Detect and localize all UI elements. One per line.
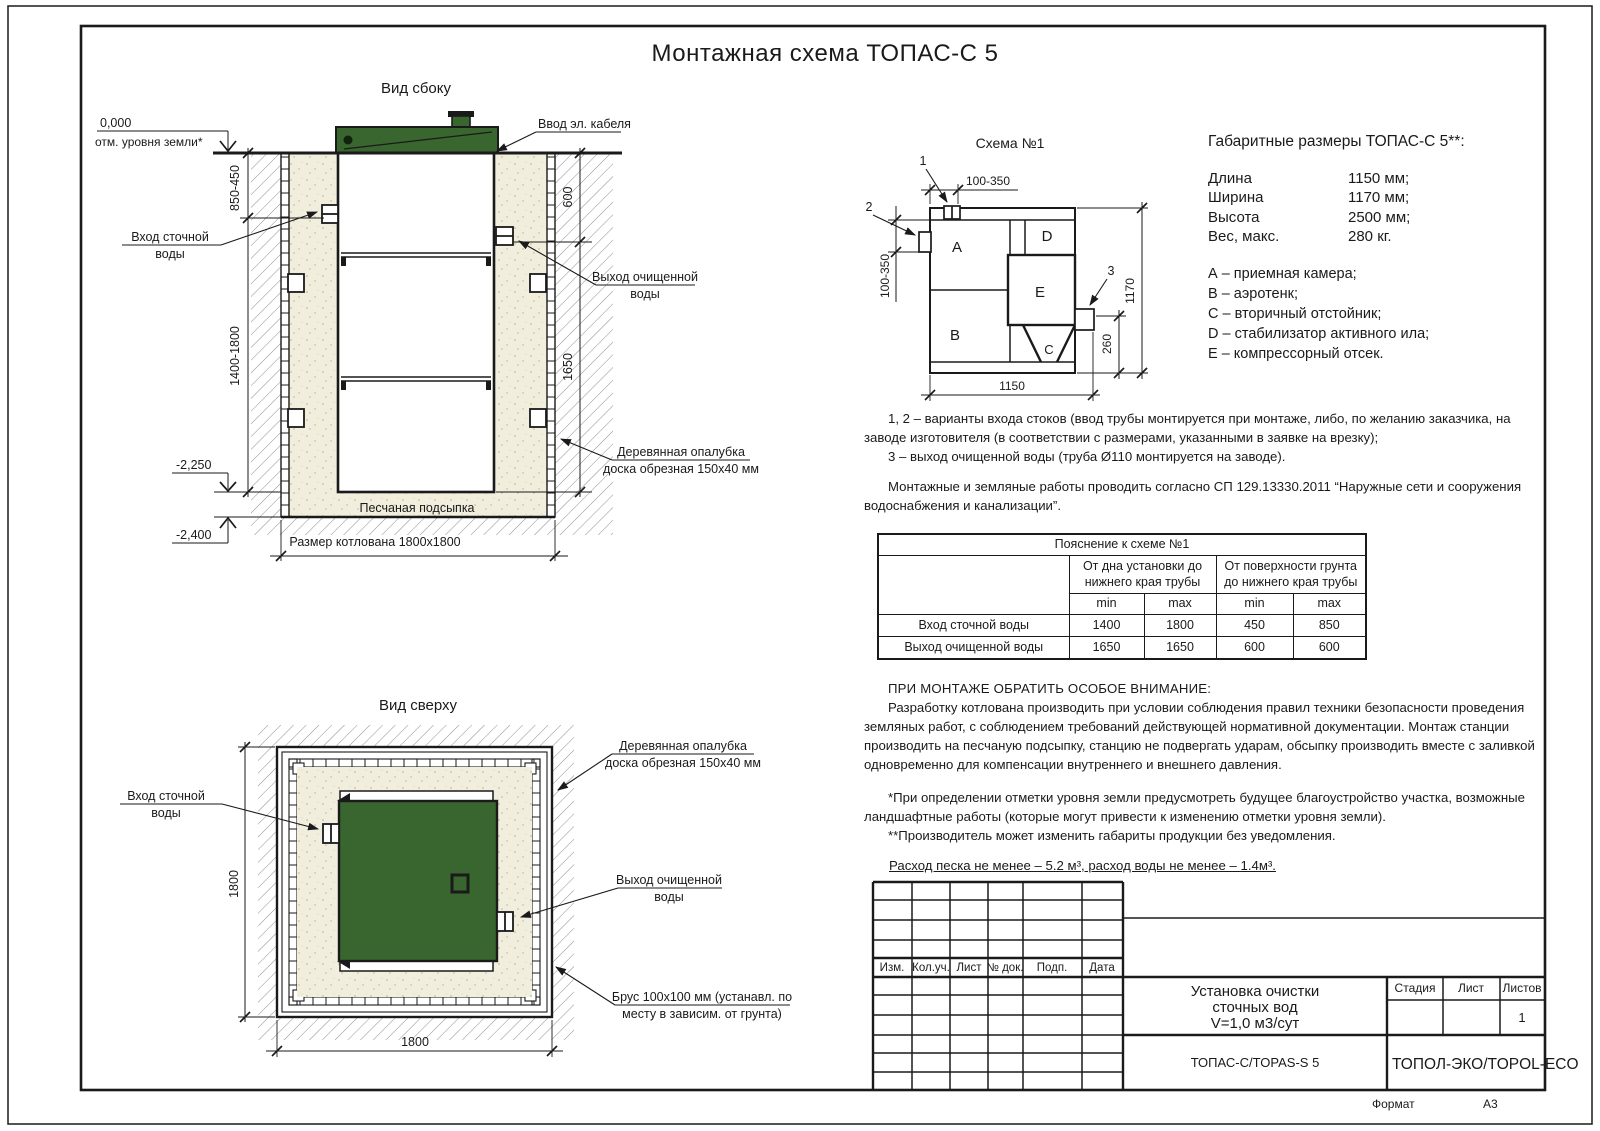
col-izm: Изм. bbox=[879, 962, 905, 974]
legend-item-a: А – приемная камера; bbox=[1208, 265, 1357, 282]
top-view-title: Вид сверху bbox=[378, 697, 458, 714]
dim-1650: 1650 bbox=[561, 353, 575, 381]
table-row: Вход сточной воды 1400 1800 450 850 bbox=[878, 615, 1366, 637]
top-unit bbox=[323, 791, 513, 971]
top-view bbox=[120, 697, 792, 1057]
svg-text:воды: воды bbox=[155, 247, 185, 261]
svg-text:Ввод эл. кабеля: Ввод эл. кабеля bbox=[538, 117, 631, 131]
top-label-formwork bbox=[558, 739, 761, 790]
footnote-manufacturer: **Производитель может изменить габариты продукции без уведомления. bbox=[888, 828, 1336, 843]
table-max1: max bbox=[1144, 594, 1216, 615]
legend-item-b: В – аэротенк; bbox=[1208, 285, 1298, 302]
dim-1800-bottom: 1800 bbox=[401, 1035, 429, 1049]
tank-body bbox=[338, 153, 494, 492]
marker-1: 1 bbox=[919, 154, 927, 168]
svg-text:-2,250: -2,250 bbox=[176, 458, 212, 472]
table-max2: max bbox=[1293, 594, 1366, 615]
svg-text:Вход сточной: Вход сточной bbox=[127, 789, 205, 803]
table-title: Пояснение к схеме №1 bbox=[878, 534, 1366, 556]
elevation-0000 bbox=[95, 116, 236, 151]
note-variants-1: 1, 2 – варианты входа стоков (ввод трубы монтируется при монтаже, либо, по желанию заказчика, на заводе изготовителя (в соответствии с размерами, указанными в заявке на врезку); bbox=[864, 411, 1511, 445]
footnotes-block bbox=[864, 788, 1540, 845]
compartment-d: D bbox=[1041, 228, 1053, 245]
dim-850-450: 850-450 bbox=[228, 165, 242, 211]
svg-text:Вход сточной: Вход сточной bbox=[131, 230, 209, 244]
legend-item-d: D – стабилизатор активного ила; bbox=[1208, 325, 1430, 342]
consumption-note: Расход песка не менее – 5.2 м³, расход воды не менее – 1.4м³. bbox=[889, 858, 1276, 873]
footnote-ground-level: *При определении отметки уровня земли предусмотреть будущее благоустройство участка, возможные ландшафтные работы (которые могут привести к изменению отметки уровня земли). bbox=[864, 790, 1525, 824]
svg-text:доска обрезная 150х40 мм: доска обрезная 150х40 мм bbox=[605, 756, 761, 770]
notes-block bbox=[864, 409, 1540, 515]
svg-text:воды: воды bbox=[151, 806, 181, 820]
sheets-value: 1 bbox=[1518, 1010, 1526, 1025]
soil-hatch-bottom bbox=[251, 517, 613, 535]
lid-lock bbox=[344, 136, 353, 145]
product-name: ТОПАС-С/TOPAS-S 5 bbox=[1190, 1055, 1320, 1070]
schema-stub-2 bbox=[919, 232, 931, 252]
explanation-table bbox=[877, 533, 1367, 660]
spec-row-width: Ширина 1170 мм; bbox=[1208, 189, 1410, 206]
schema-stub-3 bbox=[1075, 309, 1094, 330]
schema-dim-right: 1170 bbox=[1123, 278, 1137, 304]
tank-lid bbox=[336, 111, 498, 153]
attention-heading: ПРИ МОНТАЖЕ ОБРАТИТЬ ОСОБОЕ ВНИМАНИЕ: bbox=[888, 681, 1212, 696]
doc-title-line3: V=1,0 м3/сут bbox=[1210, 1015, 1300, 1032]
svg-text:воды: воды bbox=[630, 287, 660, 301]
svg-text:Деревянная опалубка: Деревянная опалубка bbox=[619, 739, 747, 753]
spec-row-length: Длина 1150 мм; bbox=[1208, 169, 1410, 187]
attention-block bbox=[864, 679, 1540, 774]
explanation-table-wrap bbox=[877, 533, 1367, 660]
schema-dim-left: 100-350 bbox=[878, 253, 892, 299]
svg-text:Деревянная опалубка: Деревянная опалубка bbox=[617, 445, 745, 459]
col-list: Лист bbox=[956, 962, 982, 974]
brace-left-upper bbox=[288, 274, 304, 292]
company-name: ТОПОЛ-ЭКО/TOPOL-ECO bbox=[1392, 1056, 1579, 1073]
schema-title: Схема №1 bbox=[975, 135, 1045, 151]
title-block bbox=[873, 882, 1579, 1111]
col-koluch: Кол.уч. bbox=[912, 962, 950, 974]
specs-heading: Габаритные размеры ТОПАС-С 5**: bbox=[1208, 133, 1465, 150]
note-works: Монтажные и земляные работы проводить согласно СП 129.13330.2011 “Наружные сети и сооружения водоснабжения и канализации”. bbox=[864, 479, 1522, 513]
svg-text:воды: воды bbox=[654, 890, 684, 904]
svg-text:Выход очищенной: Выход очищенной bbox=[592, 270, 698, 284]
table-group1-header: От дна установки до нижнего края трубы bbox=[1069, 556, 1216, 594]
svg-text:Брус 100х100 мм (устанавл. по: Брус 100х100 мм (устанавл. по bbox=[611, 990, 793, 1004]
table-min1: min bbox=[1069, 594, 1144, 615]
svg-text:-2,400: -2,400 bbox=[176, 528, 212, 542]
table-corner-cell bbox=[878, 556, 1069, 615]
sheets-header: Листов bbox=[1502, 981, 1542, 995]
dim-1800-left: 1800 bbox=[227, 870, 241, 898]
compartment-a: A bbox=[951, 239, 963, 256]
marker-2: 2 bbox=[865, 200, 873, 214]
svg-text:0,000: 0,000 bbox=[100, 116, 132, 130]
title-block-content bbox=[1191, 981, 1579, 1073]
top-label-beam bbox=[556, 967, 792, 1021]
specs-block bbox=[1208, 132, 1538, 364]
compartment-c: C bbox=[1044, 342, 1054, 357]
side-view bbox=[95, 80, 759, 561]
svg-text:доска обрезная 150х40 мм: доска обрезная 150х40 мм bbox=[603, 462, 759, 476]
dim-1400-1800: 1400-1800 bbox=[228, 326, 242, 386]
table-group2-header: От поверхности грунта до нижнего края трубы bbox=[1216, 556, 1366, 594]
sheet-header: Лист bbox=[1457, 981, 1485, 995]
compartment-b: B bbox=[949, 327, 961, 344]
svg-text:отм. уровня земли*: отм. уровня земли* bbox=[95, 135, 203, 149]
svg-text:месту в зависим. от грунта): месту в зависим. от грунта) bbox=[622, 1007, 782, 1021]
col-ndok: № док. bbox=[986, 962, 1024, 974]
table-min2: min bbox=[1216, 594, 1293, 615]
attention-body: Разработку котлована производить при условии соблюдения правил техники безопасности проведения земляных работ, с соблюдением требований действующей нормативной документации. Монтаж станции производить на песчаную подсыпку, станцию не подвергать ударам, обсыпку производить вместе с заливкой одновременно для компенсации внутреннего и внешнего давления. bbox=[864, 700, 1535, 772]
stage-header: Стадия bbox=[1394, 981, 1436, 995]
table-row: Выход очищенной воды 1650 1650 600 600 bbox=[878, 637, 1366, 660]
format-label: Формат bbox=[1372, 1097, 1415, 1111]
compartment-e: E bbox=[1034, 284, 1046, 301]
schema-1 bbox=[866, 135, 1148, 401]
doc-title-line2: сточных вод bbox=[1212, 999, 1298, 1016]
unit-lid-top bbox=[339, 801, 497, 961]
spec-row-weight: Вес, макс. 280 кг. bbox=[1208, 228, 1392, 245]
marker-3: 3 bbox=[1107, 264, 1115, 278]
brace-right-lower bbox=[530, 409, 546, 427]
label-sand-bedding: Песчаная подсыпка bbox=[359, 501, 475, 515]
spec-row-height: Высота 2500 мм; bbox=[1208, 208, 1411, 226]
svg-text:Размер котлована 1800х1800: Размер котлована 1800х1800 bbox=[289, 535, 461, 549]
legend-item-e: Е – компрессорный отсек. bbox=[1208, 345, 1384, 362]
compartment-legend bbox=[1208, 264, 1538, 364]
title-block-headers bbox=[880, 962, 1116, 974]
svg-text:Выход очищенной: Выход очищенной bbox=[616, 873, 722, 887]
schema-dim-bottom: 1150 bbox=[999, 379, 1025, 393]
col-data: Дата bbox=[1089, 962, 1115, 974]
doc-title-line1: Установка очистки bbox=[1190, 983, 1320, 1000]
label-cable-entry bbox=[497, 117, 631, 151]
schema-dim-top: 100-350 bbox=[965, 174, 1011, 188]
side-view-title: Вид сбоку bbox=[381, 80, 451, 97]
elevation-2250 bbox=[172, 458, 236, 491]
legend-item-c: С – вторичный отстойник; bbox=[1208, 305, 1382, 322]
page-title: Монтажная схема ТОПАС-С 5 bbox=[651, 40, 999, 67]
note-variants-2: 3 – выход очищенной воды (труба Ø110 монтируется на заводе). bbox=[888, 449, 1286, 464]
format-value: А3 bbox=[1483, 1097, 1498, 1111]
col-podp: Подп. bbox=[1036, 962, 1068, 974]
brace-left-lower bbox=[288, 409, 304, 427]
brace-right-upper bbox=[530, 274, 546, 292]
soil-hatch-left bbox=[251, 153, 281, 517]
schema-dim-260: 260 bbox=[1100, 333, 1114, 355]
dim-600: 600 bbox=[561, 186, 575, 208]
